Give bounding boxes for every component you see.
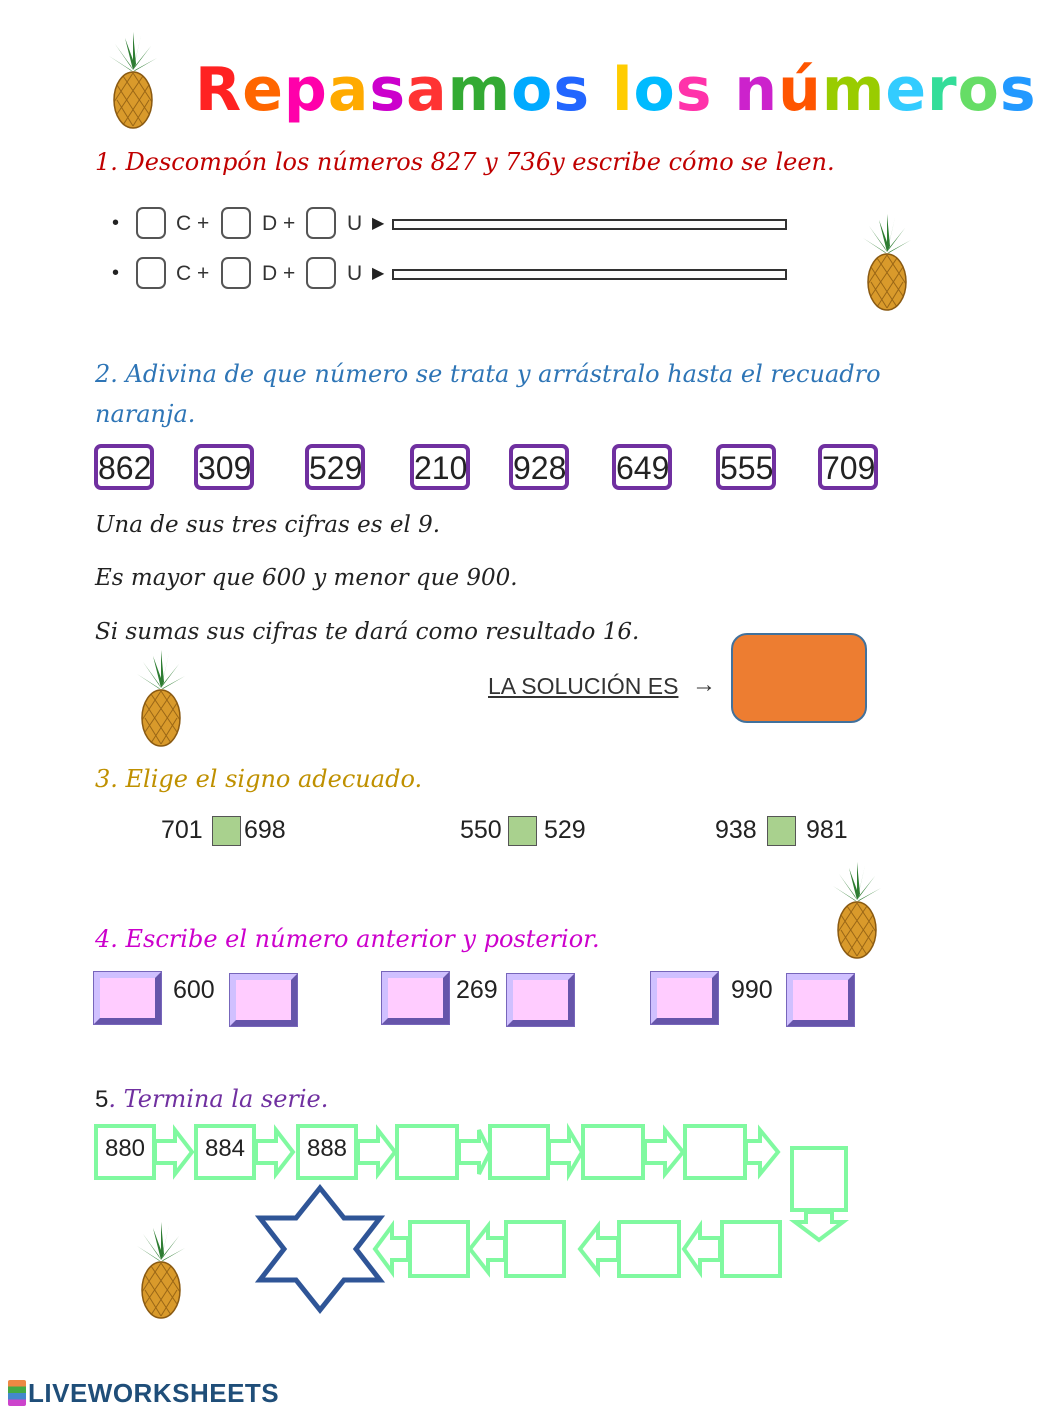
pineapple-image — [103, 30, 163, 130]
exercise-2-heading-cont: naranja. — [95, 400, 196, 428]
compare-left-number: 550 — [460, 816, 502, 844]
arrow-right-icon — [155, 1130, 192, 1174]
exercise-5-number: 5 — [95, 1086, 109, 1113]
draggable-number-card[interactable]: 649 — [612, 444, 672, 490]
arrow-right-icon: ▶ — [372, 215, 385, 232]
series-input-box[interactable] — [683, 1124, 747, 1180]
arrow-right-icon — [746, 1130, 778, 1174]
hundreds-input[interactable] — [136, 207, 166, 239]
sign-input[interactable] — [212, 816, 241, 846]
arrow-down-icon — [795, 1212, 843, 1240]
given-number: 990 — [731, 976, 773, 1004]
series-input-box[interactable] — [617, 1220, 681, 1278]
series-input-box[interactable] — [395, 1124, 459, 1180]
compare-right-number: 698 — [244, 816, 286, 844]
solution-label: LA SOLUCIÓN ES — [488, 673, 679, 699]
arrow-left-icon — [470, 1226, 505, 1272]
units-label: U — [347, 212, 363, 235]
number-in-words-input[interactable] — [392, 219, 787, 230]
arrow-right-icon — [549, 1130, 582, 1174]
draggable-number-card[interactable]: 309 — [194, 444, 254, 490]
compare-right-number: 529 — [544, 816, 586, 844]
arrow-left-icon — [684, 1226, 720, 1272]
series-input-box[interactable] — [408, 1220, 470, 1278]
previous-number-input[interactable] — [94, 972, 161, 1024]
draggable-number-card[interactable]: 529 — [305, 444, 365, 490]
clue-text: Si sumas sus cifras te dará como resultado 16. — [95, 619, 640, 645]
pineapple-image — [131, 1220, 191, 1320]
units-input[interactable] — [306, 207, 336, 239]
exercise-1-heading: 1. Descompón los números 827 y 736y escribe cómo se leen. — [95, 148, 835, 176]
series-input-box[interactable] — [720, 1220, 782, 1278]
series-box: 880 — [94, 1124, 156, 1180]
compare-right-number: 981 — [806, 816, 848, 844]
arrow-right-icon — [358, 1130, 395, 1174]
arrow-right-icon — [256, 1130, 293, 1174]
exercise-2-heading: 2. Adivina de que número se trata y arrástralo hasta el recuadro — [95, 360, 881, 388]
number-in-words-input[interactable] — [392, 269, 787, 280]
units-input[interactable] — [306, 257, 336, 289]
compare-left-number: 701 — [161, 816, 203, 844]
arrow-right-icon — [645, 1130, 683, 1174]
given-number: 600 — [173, 976, 215, 1004]
units-label: U — [347, 262, 363, 285]
tens-input[interactable] — [221, 207, 251, 239]
pineapple-image — [131, 648, 191, 748]
page-title: Repasamos los números — [195, 55, 1037, 125]
clue-text: Una de sus tres cifras es el 9. — [95, 512, 441, 538]
solution-drop-box[interactable] — [731, 633, 867, 723]
series-input-box[interactable] — [581, 1124, 645, 1180]
tens-input[interactable] — [221, 257, 251, 289]
pineapple-image — [857, 212, 917, 312]
tens-label: D + — [262, 212, 296, 235]
hundreds-label: C + — [176, 262, 210, 285]
series-input-box[interactable] — [488, 1124, 550, 1180]
previous-number-input[interactable] — [651, 972, 718, 1024]
series-input-box[interactable] — [790, 1146, 848, 1212]
draggable-number-card[interactable]: 928 — [509, 444, 569, 490]
bullet: • — [112, 262, 120, 284]
clue-text: Es mayor que 600 y menor que 900. — [95, 565, 518, 591]
exercise-4-heading: 4. Escribe el número anterior y posterior. — [95, 925, 600, 953]
draggable-number-card[interactable]: 210 — [410, 444, 470, 490]
series-box: 884 — [194, 1124, 256, 1180]
arrow-left-icon — [375, 1226, 408, 1272]
given-number: 269 — [456, 976, 498, 1004]
exercise-5-heading-text: . Termina la serie. — [108, 1085, 329, 1113]
brand-logo-icon — [8, 1380, 26, 1406]
exercise-5-heading — [95, 1085, 328, 1114]
arrow-left-icon — [580, 1226, 618, 1272]
next-number-input[interactable] — [230, 974, 297, 1026]
draggable-number-card[interactable]: 862 — [94, 444, 154, 490]
arrow-right-icon — [459, 1130, 490, 1174]
brand-name: LIVEWORKSHEETS — [28, 1378, 280, 1408]
sign-input[interactable] — [508, 816, 537, 846]
arrow-right-icon: → — [692, 671, 716, 698]
sign-input[interactable] — [767, 816, 796, 846]
hundreds-input[interactable] — [136, 257, 166, 289]
hundreds-label: C + — [176, 212, 210, 235]
footer-brand — [8, 1378, 279, 1409]
arrow-right-icon: ▶ — [372, 265, 385, 282]
draggable-number-card[interactable]: 709 — [818, 444, 878, 490]
next-number-input[interactable] — [507, 974, 574, 1026]
tens-label: D + — [262, 262, 296, 285]
draggable-number-card[interactable]: 555 — [716, 444, 776, 490]
next-number-input[interactable] — [787, 974, 854, 1026]
compare-left-number: 938 — [715, 816, 757, 844]
star-icon — [260, 1188, 380, 1310]
bullet: • — [112, 212, 120, 234]
exercise-3-heading: 3. Elige el signo adecuado. — [95, 765, 423, 793]
series-box: 888 — [296, 1124, 358, 1180]
series-input-box[interactable] — [504, 1220, 566, 1278]
pineapple-image — [827, 860, 887, 960]
previous-number-input[interactable] — [382, 972, 449, 1024]
